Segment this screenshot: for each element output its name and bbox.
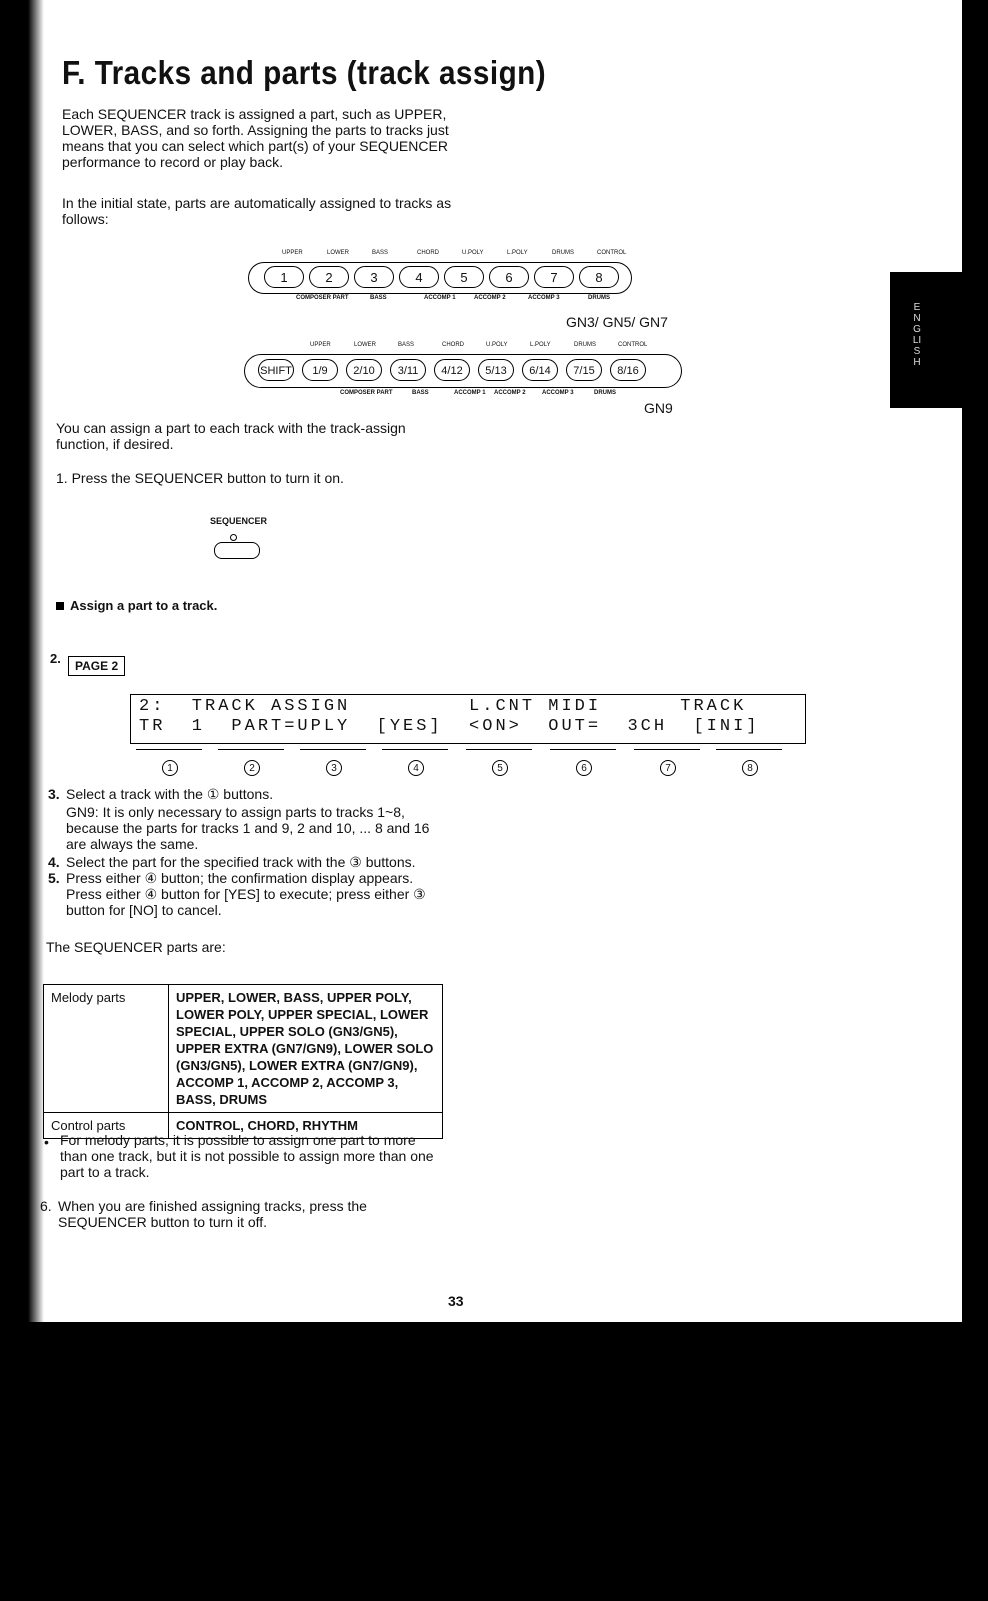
lcd-button-8[interactable] bbox=[716, 749, 782, 750]
circled-number-7-icon: 7 bbox=[660, 760, 676, 776]
step-4 bbox=[48, 804, 440, 852]
step-6 bbox=[48, 870, 440, 918]
track-button-8[interactable]: 8 bbox=[579, 266, 619, 288]
model-label-2: GN9 bbox=[644, 400, 673, 416]
composer-part-label: ACCOMP 2 bbox=[474, 295, 506, 301]
lcd-button-2[interactable] bbox=[218, 749, 284, 750]
part-led-label: U.POLY bbox=[486, 342, 508, 348]
lcd-line-2: TR 1 PART=UPLY [YES] <ON> OUT= 3CH [INI] bbox=[139, 717, 760, 736]
table-cell-label: Melody parts bbox=[44, 985, 169, 1113]
part-led-label: UPPER bbox=[310, 342, 331, 348]
composer-part-label: ACCOMP 1 bbox=[424, 295, 456, 301]
part-led-label: CONTROL bbox=[597, 250, 627, 256]
lcd-display bbox=[130, 694, 806, 744]
circled-number-5-icon: 5 bbox=[492, 760, 508, 776]
step-number: 1. bbox=[56, 470, 68, 486]
panel-gn9 bbox=[244, 342, 684, 402]
step-text: Press the SEQUENCER button to turn it on. bbox=[71, 470, 344, 486]
composer-part-label: COMPOSER PART bbox=[296, 295, 349, 301]
step-text: Select the part for the specified track with the ③ buttons. bbox=[66, 854, 416, 870]
parts-table bbox=[43, 984, 443, 1139]
step-number: 4. bbox=[48, 854, 60, 870]
lcd-button-5[interactable] bbox=[466, 749, 532, 750]
step-2-number: 2. bbox=[50, 651, 61, 666]
circled-number-6-icon: 6 bbox=[576, 760, 592, 776]
part-led-label: U.POLY bbox=[462, 250, 484, 256]
page-number: 33 bbox=[448, 1293, 464, 1309]
lcd-button-3[interactable] bbox=[300, 749, 366, 750]
part-led-label: CHORD bbox=[442, 342, 464, 348]
page-title: F. Tracks and parts (track assign) bbox=[62, 54, 547, 91]
composer-part-label: ACCOMP 3 bbox=[528, 295, 560, 301]
part-led-label: DRUMS bbox=[574, 342, 596, 348]
track-button[interactable]: 2/10 bbox=[346, 359, 382, 381]
track-button-6[interactable]: 6 bbox=[489, 266, 529, 288]
part-led-label: L.POLY bbox=[507, 250, 528, 256]
language-tab-label: ENGLISH bbox=[912, 302, 922, 368]
table-row bbox=[44, 985, 443, 1113]
part-led-label: UPPER bbox=[282, 250, 303, 256]
composer-part-label: DRUMS bbox=[588, 295, 610, 301]
lcd-button-4[interactable] bbox=[382, 749, 448, 750]
track-button[interactable]: 1/9 bbox=[302, 359, 338, 381]
track-button-4[interactable]: 4 bbox=[399, 266, 439, 288]
part-led-label: LOWER bbox=[354, 342, 377, 348]
page-2-button[interactable]: PAGE 2 bbox=[68, 656, 125, 676]
track-button[interactable]: 7/15 bbox=[566, 359, 602, 381]
track-button-3[interactable]: 3 bbox=[354, 266, 394, 288]
composer-part-label: DRUMS bbox=[594, 390, 616, 396]
section-heading bbox=[56, 598, 217, 614]
lcd-button-7[interactable] bbox=[634, 749, 700, 750]
track-button[interactable]: 4/12 bbox=[434, 359, 470, 381]
table-cell-label: Control parts bbox=[44, 1113, 169, 1139]
part-led-label: LOWER bbox=[327, 250, 350, 256]
step-5 bbox=[48, 854, 440, 870]
composer-part-label: BASS bbox=[370, 295, 387, 301]
panel-outline bbox=[248, 262, 632, 294]
part-led-label: CHORD bbox=[417, 250, 439, 256]
track-button-2[interactable]: 2 bbox=[309, 266, 349, 288]
part-led-label: BASS bbox=[398, 342, 415, 348]
track-button-7[interactable]: 7 bbox=[534, 266, 574, 288]
composer-part-label: ACCOMP 1 bbox=[454, 390, 486, 396]
parts-intro: The SEQUENCER parts are: bbox=[46, 939, 226, 955]
step-text: Press either ④ button; the confirmation display appears. Press either ④ button for [YES] to execute; press either ③ button for [NO] to cancel. bbox=[66, 870, 426, 918]
intro-paragraph-2: In the initial state, parts are automatically assigned to tracks as follows: bbox=[62, 195, 452, 227]
section-heading-text: Assign a part to a track. bbox=[70, 598, 218, 613]
part-led-label: BASS bbox=[372, 250, 389, 256]
lcd-line-1: 2: TRACK ASSIGN L.CNT MIDI TRACK bbox=[139, 697, 747, 716]
composer-part-label: BASS bbox=[412, 390, 429, 396]
part-led-label: L.POLY bbox=[530, 342, 551, 348]
circled-number-4-icon: 4 bbox=[408, 760, 424, 776]
shift-button[interactable]: SHIFT bbox=[258, 359, 294, 381]
lcd-button-1[interactable] bbox=[136, 749, 202, 750]
sequencer-button[interactable] bbox=[214, 542, 260, 559]
track-button[interactable]: 3/11 bbox=[390, 359, 426, 381]
indicator-led bbox=[230, 534, 237, 541]
step-1 bbox=[56, 470, 344, 486]
intro-paragraph: Each SEQUENCER track is assigned a part, such as UPPER, LOWER, BASS, and so forth. Assigning the parts to tracks just means that you can select which part(s) of your SEQUENCER performance to record or play back. bbox=[62, 106, 449, 170]
track-button[interactable]: 5/13 bbox=[478, 359, 514, 381]
step-number: 3. bbox=[48, 786, 60, 802]
step-text: GN9: It is only necessary to assign parts to tracks 1~8, because the parts for tracks 1 and 9, 2 and 10, ... 8 and 16 are always the same. bbox=[66, 804, 430, 852]
lcd-button-6[interactable] bbox=[550, 749, 616, 750]
composer-part-label: COMPOSER PART bbox=[340, 390, 393, 396]
step-text: Select a track with the ① buttons. bbox=[66, 786, 274, 802]
table-cell-value: CONTROL, CHORD, RHYTHM bbox=[169, 1113, 443, 1139]
language-tab bbox=[890, 272, 962, 408]
step-6 bbox=[40, 1198, 438, 1230]
track-button[interactable]: 8/16 bbox=[610, 359, 646, 381]
bullet-square-icon bbox=[56, 602, 64, 610]
step-3 bbox=[48, 786, 440, 802]
track-button[interactable]: 6/14 bbox=[522, 359, 558, 381]
bullet-dot-icon: • bbox=[44, 1134, 49, 1150]
part-led-label: DRUMS bbox=[552, 250, 574, 256]
circled-number-8-icon: 8 bbox=[742, 760, 758, 776]
circled-number-3-icon: 3 bbox=[326, 760, 342, 776]
panel-gn3-gn5-gn7 bbox=[248, 250, 638, 310]
step-number: 5. bbox=[48, 870, 60, 886]
bullet-note bbox=[44, 1132, 438, 1180]
track-button-1[interactable]: 1 bbox=[264, 266, 304, 288]
track-button-5[interactable]: 5 bbox=[444, 266, 484, 288]
assign-paragraph: You can assign a part to each track with the track-assign function, if desired. bbox=[56, 420, 406, 452]
sequencer-label: SEQUENCER bbox=[210, 516, 268, 526]
model-label-1: GN3/ GN5/ GN7 bbox=[566, 314, 668, 330]
circled-number-2-icon: 2 bbox=[244, 760, 260, 776]
bullet-text: For melody parts, it is possible to assign one part to more than one track, but it is not possible to assign more than one part to a track. bbox=[60, 1132, 434, 1180]
composer-part-label: ACCOMP 3 bbox=[542, 390, 574, 396]
step-text: When you are finished assigning tracks, press the SEQUENCER button to turn it off. bbox=[58, 1198, 367, 1230]
composer-part-label: ACCOMP 2 bbox=[494, 390, 526, 396]
table-cell-value: UPPER, LOWER, BASS, UPPER POLY, LOWER POLY, UPPER SPECIAL, LOWER SPECIAL, UPPER SOLO (GN3/GN5), UPPER EXTRA (GN7/GN9), LOWER SOLO (GN3/GN5), LOWER EXTRA (GN7/GN9), ACCOMP 1, ACCOMP 2, ACCOMP 3, BASS, DRUMS bbox=[169, 985, 443, 1113]
circled-number-1-icon: 1 bbox=[162, 760, 178, 776]
part-led-label: CONTROL bbox=[618, 342, 648, 348]
scan-edge bbox=[0, 0, 46, 1322]
step-number: 6. bbox=[40, 1198, 52, 1214]
